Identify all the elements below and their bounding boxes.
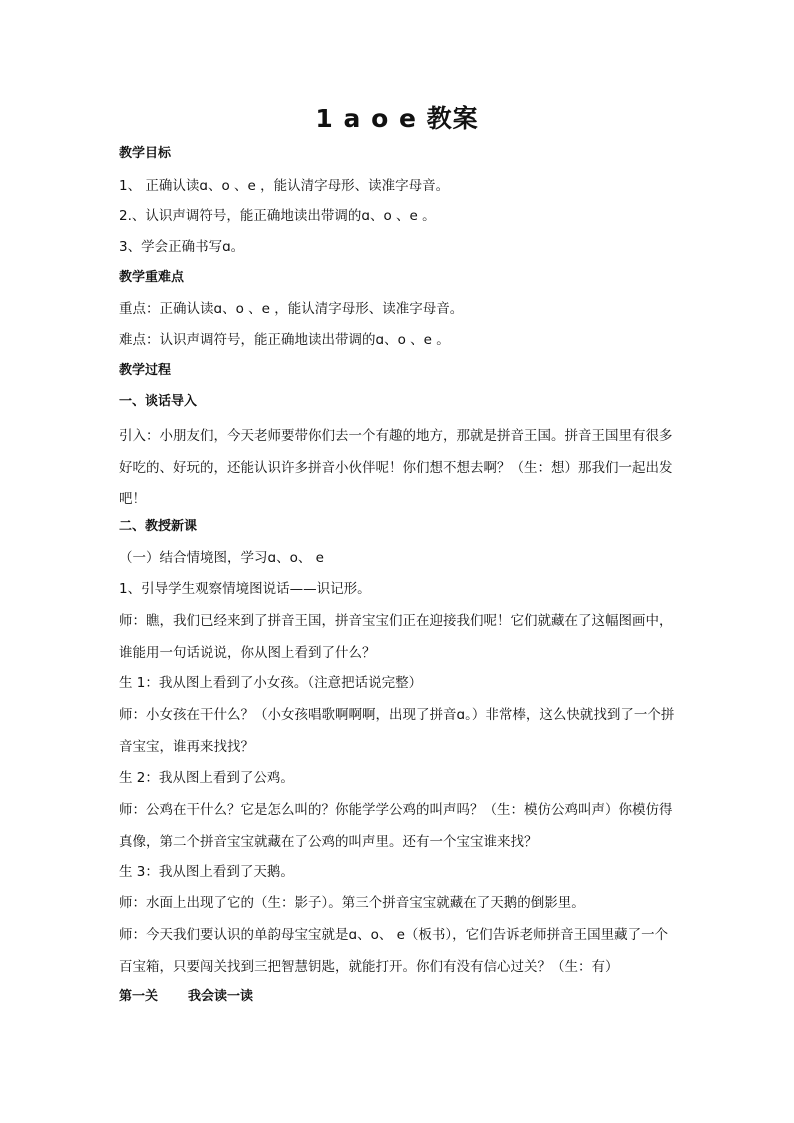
- objectives-heading: 教学目标: [119, 146, 172, 161]
- teacher-line: 师：小女孩在干什么？（小女孩唱歌啊啊啊，出现了拼音ɑ。）非常棒，这么快就找到了一个拼音宝宝，谁再来找找？: [119, 707, 675, 755]
- part2-heading: 二、教授新课: [119, 519, 198, 534]
- part1-heading: 一、谈话导入: [119, 394, 198, 409]
- key-point: 重点：正确认读ɑ、o 、e ，能认清字母形、读准字母音。: [119, 301, 464, 317]
- student-line: 生 2：我从图上看到了公鸡。: [119, 770, 294, 786]
- difficult-point: 难点：认识声调符号，能正确地读出带调的ɑ、o 、e 。: [119, 332, 450, 348]
- objective-item: 3、学会正确书写ɑ。: [119, 239, 245, 255]
- level1-heading: [119, 987, 679, 1007]
- subsection-heading: （一）结合情境图，学习ɑ、o、 e: [119, 550, 324, 566]
- teacher-line: 师：今天我们要认识的单韵母宝宝就是ɑ、o、 e（板书），它们告诉老师拼音王国里藏了一个百宝箱，只要闯关找到三把智慧钥匙，就能打开。你们有没有信心过关？（生：有）: [119, 927, 669, 975]
- teacher-line: 师：水面上出现了它的（生：影子）。第三个拼音宝宝就藏在了天鹅的倒影里。: [119, 895, 585, 911]
- intro-paragraph: 引入：小朋友们，今天老师要带你们去一个有趣的地方，那就是拼音王国。拼音王国里有很多好吃的、好玩的，还能认识许多拼音小伙伴呢！你们想不想去啊？（生：想）那我们一起出发吧！: [119, 428, 673, 507]
- objective-item: 2.、认识声调符号，能正确地读出带调的ɑ、o 、e 。: [119, 208, 436, 224]
- process-heading: 教学过程: [119, 363, 172, 378]
- teacher-line: 师：瞧，我们已经来到了拼音王国，拼音宝宝们正在迎接我们呢！它们就藏在了这幅图画中，谁能用一句话说说，你从图上看到了什么？: [119, 613, 673, 661]
- page-title: 1 a o e 教案: [315, 104, 479, 133]
- key-points-heading: 教学重难点: [119, 270, 185, 285]
- student-line: 生 3：我从图上看到了天鹅。: [119, 864, 294, 880]
- level1-label: 第一关: [119, 989, 159, 1004]
- step-item: 1、引导学生观察情境图说话——识记形。: [119, 581, 371, 597]
- teacher-line: 师：公鸡在干什么？它是怎么叫的？你能学学公鸡的叫声吗？（生：模仿公鸡叫声）你模仿得真像，第二个拼音宝宝就藏在了公鸡的叫声里。还有一个宝宝谁来找？: [119, 802, 673, 850]
- student-line: 生 1：我从图上看到了小女孩。（注意把话说完整）: [119, 675, 423, 691]
- objective-item: 1、 正确认读ɑ、o 、e ，能认清字母形、读准字母音。: [119, 178, 450, 194]
- level1-title: 我会读一读: [188, 989, 254, 1004]
